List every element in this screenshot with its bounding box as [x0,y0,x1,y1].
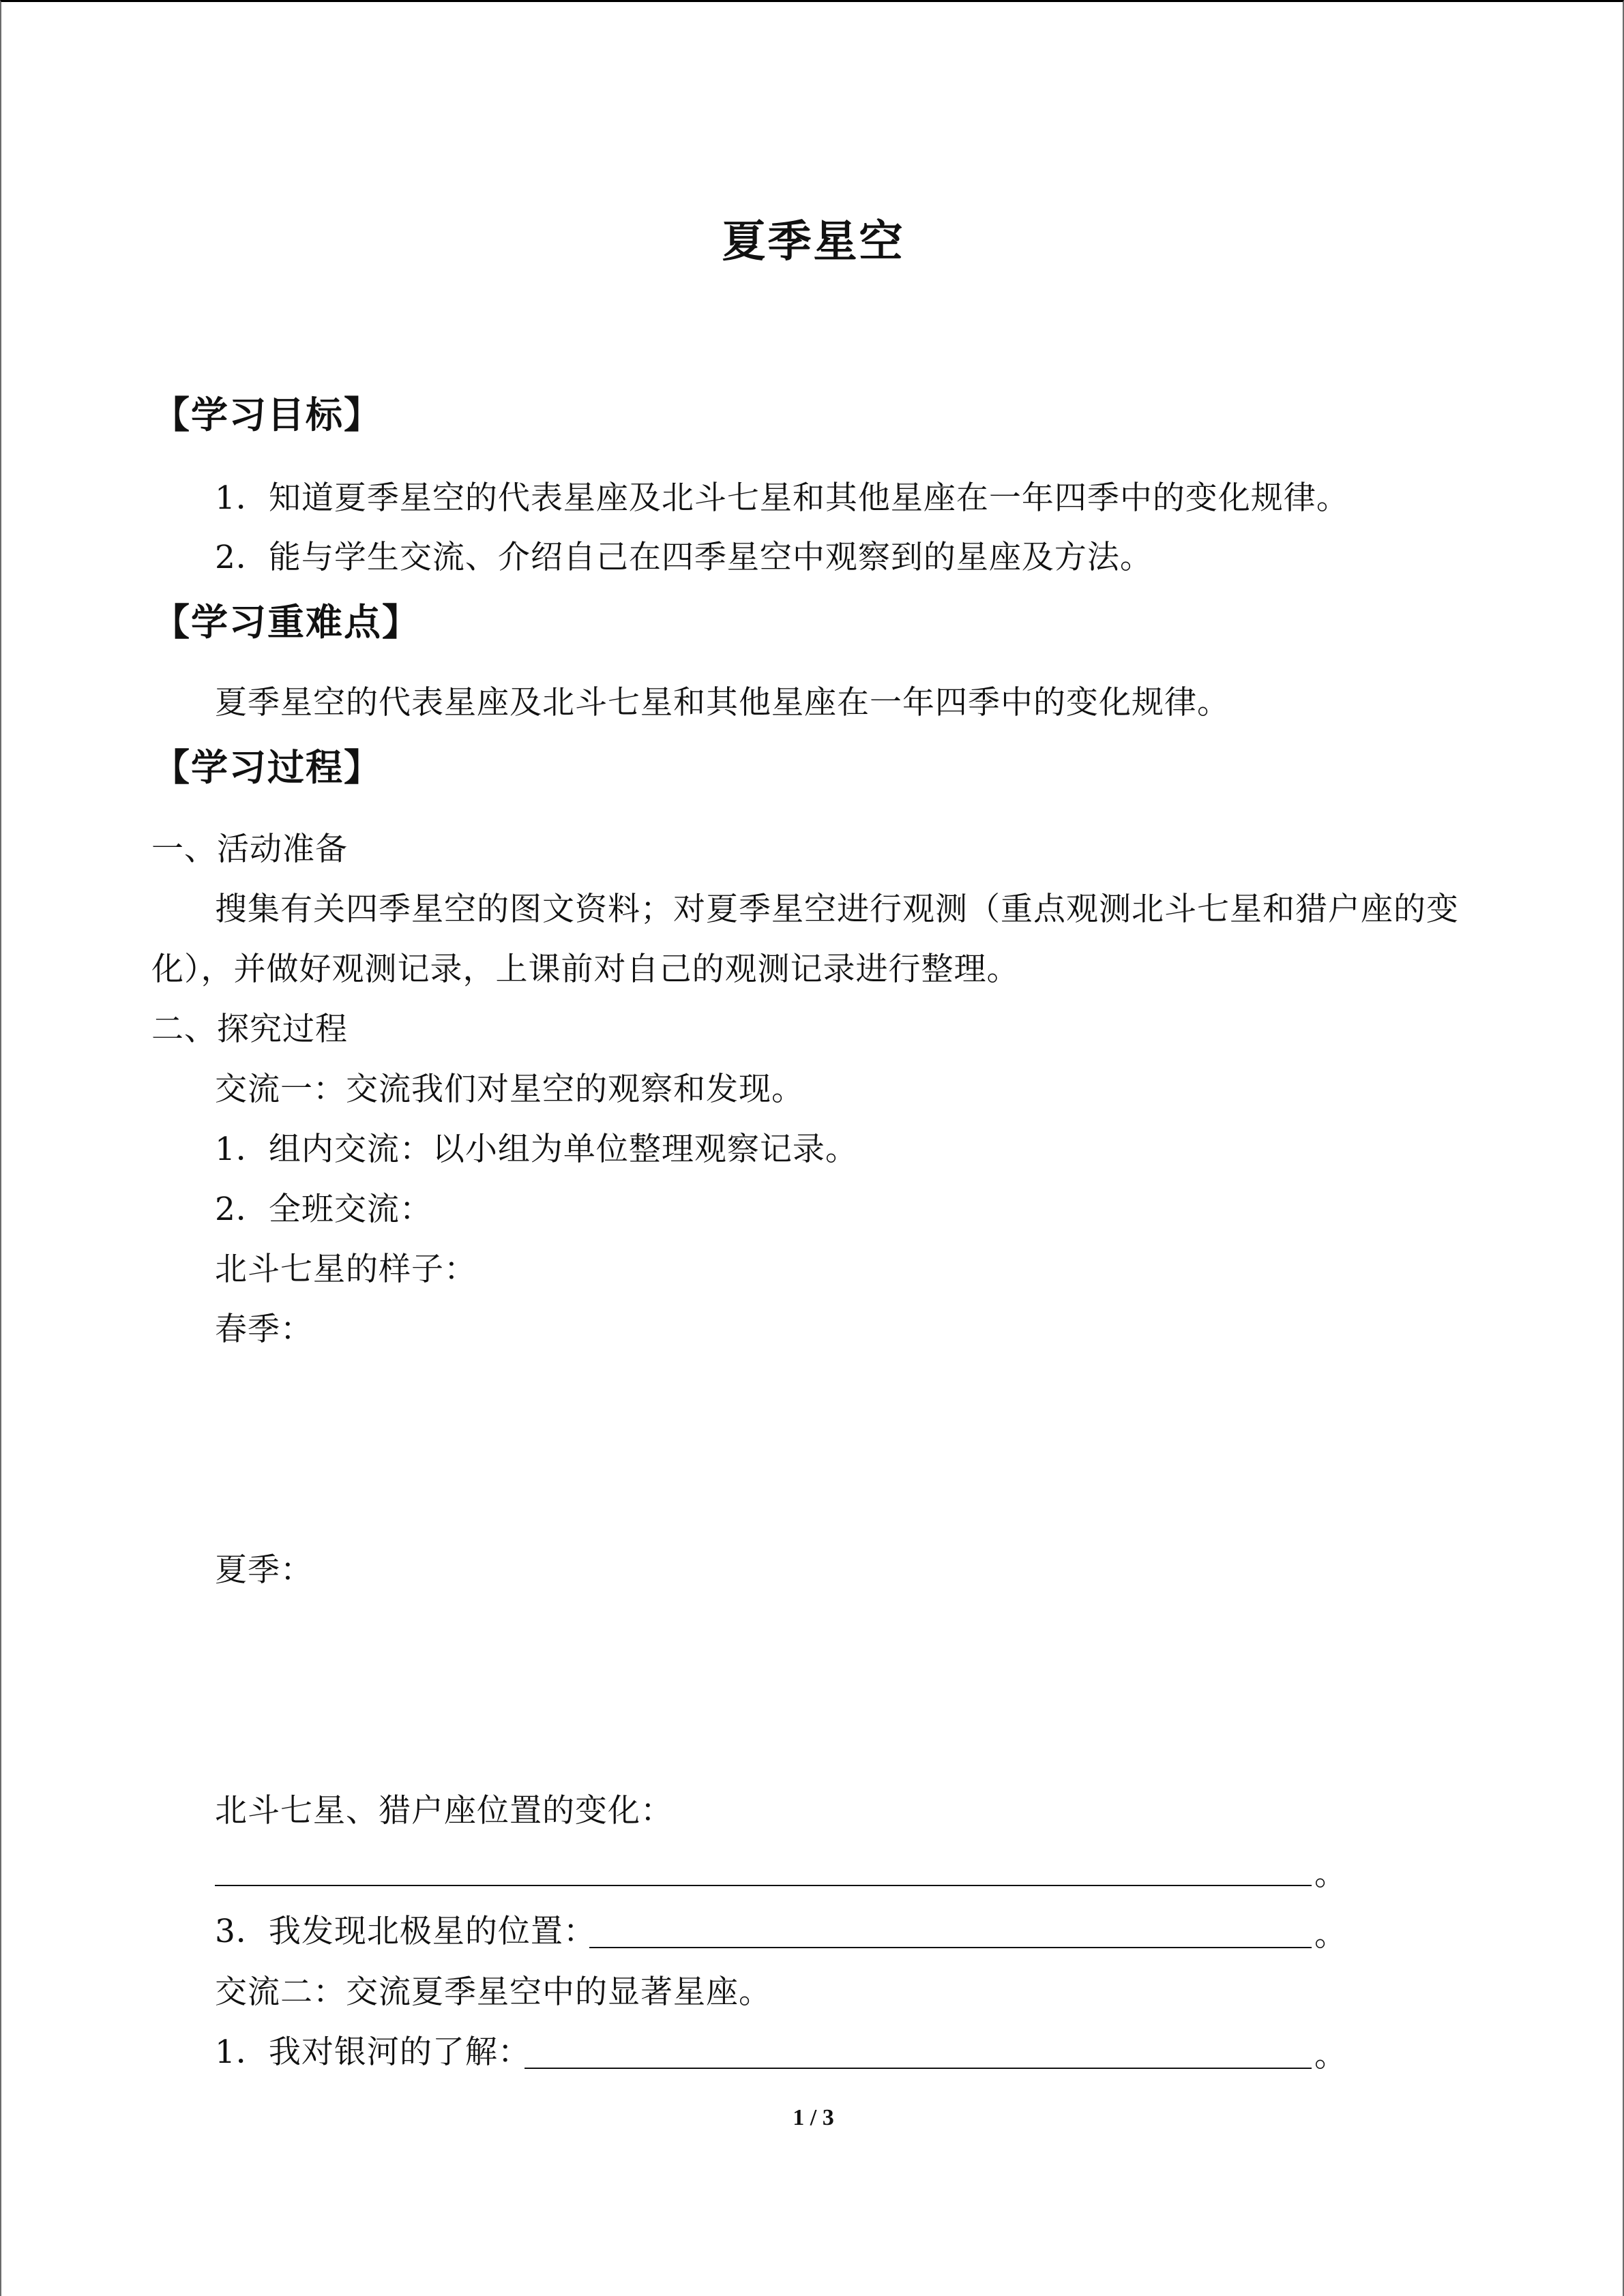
answer-line-polaris[interactable] [589,1947,1312,1948]
objectives-heading: 【学习目标】 [153,393,382,436]
spring-label: 春季： [215,1311,313,1348]
exchange1-item-3: 3．我发现北极星的位置： [215,1913,596,1950]
key-points-text: 夏季星空的代表星座及北斗七星和其他星座在一年四季中的变化规律。 [215,684,1230,721]
key-points-heading: 【学习重难点】 [153,601,420,644]
period-2: 。 [1314,1916,1347,1954]
part2-title: 二、探究过程 [151,1011,348,1048]
process-heading: 【学习过程】 [153,746,382,789]
part1-text-line1: 搜集有关四季星空的图文资料；对夏季星空进行观测（重点观测北斗七星和猎户座的变 [215,891,1459,928]
answer-line-milky-way[interactable] [525,2068,1312,2069]
period-3: 。 [1314,2037,1347,2074]
period-1: 。 [1314,1855,1347,1893]
answer-line-position-change[interactable] [215,1885,1312,1886]
exchange1-title: 交流一：交流我们对星空的观察和发现。 [215,1071,804,1108]
exchange2-item-1: 1．我对银河的了解： [215,2033,531,2071]
part1-title: 一、活动准备 [151,831,348,868]
page-number: 1 / 3 [793,2105,834,2130]
summer-label: 夏季： [215,1551,313,1589]
objective-item-1: 1．知道夏季星空的代表星座及北斗七星和其他星座在一年四季中的变化规律。 [215,479,1349,517]
objective-item-2: 2．能与学生交流、介绍自己在四季星空中观察到的星座及方法。 [215,539,1153,576]
exchange1-item-1: 1．组内交流：以小组为单位整理观察记录。 [215,1131,858,1168]
exchange1-item-2: 2．全班交流： [215,1191,432,1228]
exchange2-title: 交流二：交流夏季星空中的显著星座。 [215,1973,771,2011]
position-change-label: 北斗七星、猎户座位置的变化： [215,1792,673,1830]
page-title: 夏季星空 [722,217,905,267]
part1-text-line2: 化），并做好观测记录，上课前对自己的观测记录进行整理。 [151,951,1020,988]
dipper-shape-label: 北斗七星的样子： [215,1251,477,1288]
